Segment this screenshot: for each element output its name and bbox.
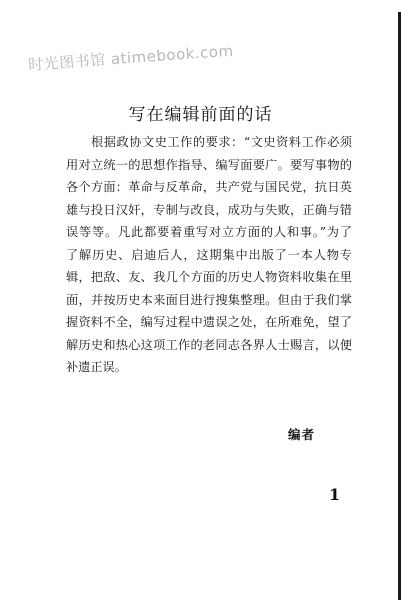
body-line: 解历史和热心这项工作的老同志各界人士赐言，以便 [66, 337, 352, 352]
body-line: 辑，把敌、友、我几个方面的历史人物资料收集在里 [66, 270, 352, 284]
body-line: 了解历史、启迪后人，这期集中出版了一本人物专 [66, 247, 352, 262]
body-line: 用对立统一的思想作指导、编写面要广。要写事物的 [66, 157, 352, 172]
page-number: 1 [329, 485, 341, 504]
body-line: 雄与投日汉奸，专制与改良，成功与失败，正确与错 [66, 202, 352, 217]
author-signature: 编者 [288, 427, 316, 442]
body-line: 各个方面：革命与反革命，共产党与国民党，抗日英 [66, 180, 352, 194]
body-paragraph [66, 131, 352, 379]
body-line: 握资料不全，编写过程中遗误之处，在所难免，望了 [66, 315, 352, 329]
body-line: 误等等。凡此都要着重写对立方面的人和事。”为了 [66, 225, 352, 239]
watermark: 时光图书馆 atimebook.com [27, 41, 235, 75]
body-line: 面，并按历史本来面目进行搜集整理。但由于我们掌 [66, 292, 352, 307]
page-title: 写在编辑前面的话 [128, 105, 273, 125]
body-line: 根据政协文史工作的要求：“文史资料工作必须 [91, 135, 352, 149]
body-line: 补遗正误。 [66, 360, 127, 374]
